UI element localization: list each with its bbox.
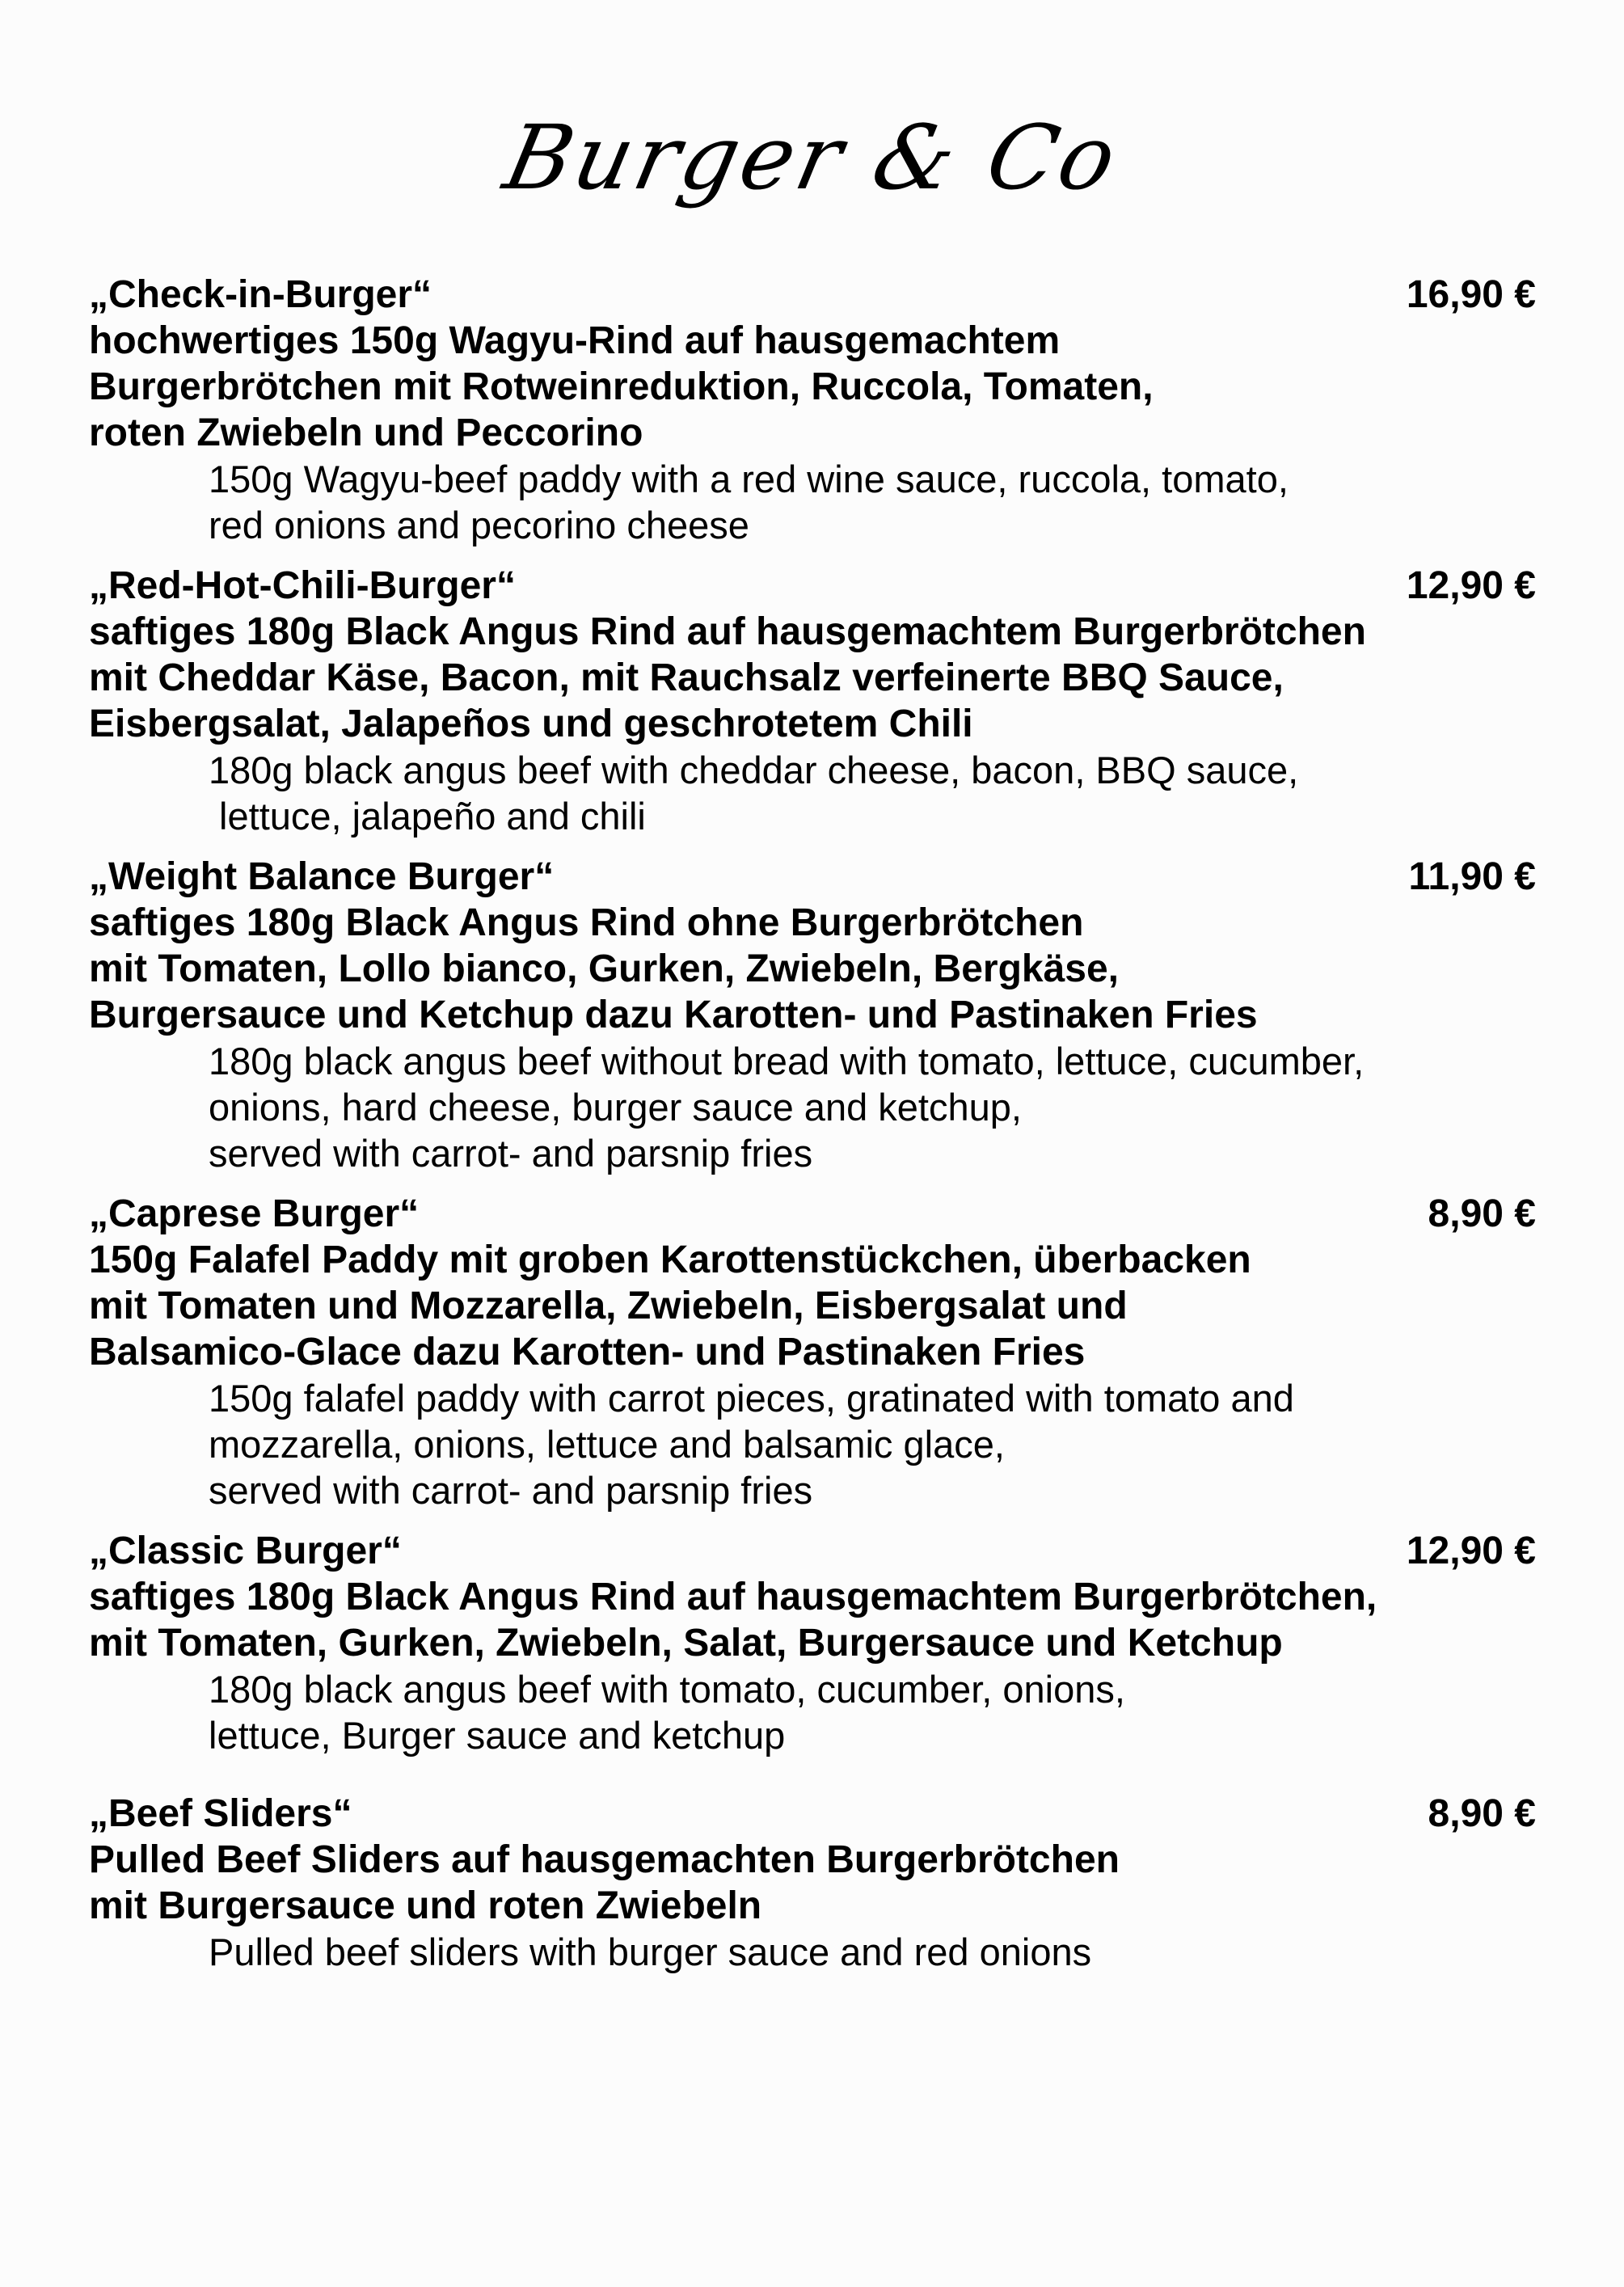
menu-item-check-in-burger: [89, 272, 1536, 548]
menu-item-classic-burger: [89, 1528, 1536, 1758]
description-line: served with carrot- and parsnip fries: [209, 1469, 813, 1512]
description-line: lettuce, Burger sauce and ketchup: [209, 1714, 786, 1757]
item-price: 16,90 €: [1406, 273, 1536, 316]
menu-title: Burger & Co: [496, 106, 1128, 209]
item-name: „Check-in-Burger“: [89, 273, 432, 316]
description-line: Eisbergsalat, Jalapeños und geschrotetem Chili: [89, 703, 973, 745]
item-description-german: [89, 318, 1463, 456]
description-line: hochwertiges 150g Wagyu-Rind auf hausgemachtem: [89, 319, 1061, 362]
item-price: 8,90 €: [1428, 1192, 1536, 1235]
description-line: onions, hard cheese, burger sauce and ketchup,: [209, 1086, 1022, 1129]
item-description-german: [89, 900, 1463, 1038]
item-price: 8,90 €: [1428, 1792, 1536, 1835]
description-line: 180g black angus beef without bread with tomato, lettuce, cucumber,: [209, 1040, 1365, 1082]
item-header: [89, 1791, 1536, 1837]
description-line: mit Tomaten, Gurken, Zwiebeln, Salat, Burgersauce und Ketchup: [89, 1622, 1283, 1665]
item-price: 11,90 €: [1408, 855, 1536, 898]
description-line: served with carrot- and parsnip fries: [209, 1132, 813, 1175]
item-header: [89, 1528, 1536, 1574]
description-line: mozzarella, onions, lettuce and balsamic glace,: [209, 1423, 1005, 1466]
description-line: saftiges 180g Black Angus Rind auf hausgemachtem Burgerbrötchen,: [89, 1576, 1377, 1618]
description-line: Burgersauce und Ketchup dazu Karotten- und Pastinaken Fries: [89, 994, 1258, 1036]
menu-item-beef-sliders: [89, 1791, 1536, 1975]
item-header: [89, 563, 1536, 609]
description-line: Burgerbrötchen mit Rotweinreduktion, Ruccola, Tomaten,: [89, 365, 1154, 408]
description-line: saftiges 180g Black Angus Rind ohne Burgerbrötchen: [89, 901, 1084, 944]
item-description-english: [89, 1038, 1536, 1176]
description-line: mit Tomaten und Mozzarella, Zwiebeln, Eisbergsalat und: [89, 1285, 1128, 1327]
item-price: 12,90 €: [1406, 1530, 1536, 1572]
description-line: 150g Wagyu-beef paddy with a red wine sauce, ruccola, tomato,: [209, 458, 1289, 500]
item-name: „Red-Hot-Chili-Burger“: [89, 564, 516, 607]
item-name: „Beef Sliders“: [89, 1792, 352, 1835]
description-line: Balsamico-Glace dazu Karotten- und Pastinaken Fries: [89, 1331, 1086, 1373]
description-line: red onions and pecorino cheese: [209, 504, 749, 546]
item-description-english: [89, 1666, 1536, 1758]
item-description-english: [89, 456, 1536, 548]
item-description-german: [89, 609, 1463, 747]
description-line: lettuce, jalapeño and chili: [209, 795, 646, 838]
description-line: Pulled Beef Sliders auf hausgemachten Burgerbrötchen: [89, 1838, 1120, 1881]
description-line: mit Burgersauce und roten Zwiebeln: [89, 1884, 762, 1927]
description-line: roten Zwiebeln und Peccorino: [89, 411, 643, 454]
item-name: „Weight Balance Burger“: [89, 855, 555, 898]
item-description-german: [89, 1837, 1463, 1929]
description-line: 150g falafel paddy with carrot pieces, gratinated with tomato and: [209, 1377, 1294, 1420]
description-line: 180g black angus beef with tomato, cucumber, onions,: [209, 1668, 1125, 1711]
item-header: [89, 854, 1536, 900]
item-header: [89, 1191, 1536, 1237]
menu-item-red-hot-chili-burger: [89, 563, 1536, 839]
description-line: saftiges 180g Black Angus Rind auf hausgemachtem Burgerbrötchen: [89, 610, 1366, 653]
item-description-german: [89, 1237, 1463, 1375]
item-description-german: [89, 1574, 1463, 1666]
item-description-english: [89, 747, 1536, 839]
item-name: „Caprese Burger“: [89, 1192, 420, 1235]
description-line: mit Cheddar Käse, Bacon, mit Rauchsalz verfeinerte BBQ Sauce,: [89, 656, 1284, 699]
description-line: mit Tomaten, Lollo bianco, Gurken, Zwiebeln, Bergkäse,: [89, 947, 1120, 990]
menu-list: [89, 272, 1536, 1990]
item-description-english: [89, 1375, 1536, 1513]
menu-item-weight-balance-burger: [89, 854, 1536, 1176]
item-header: [89, 272, 1536, 318]
description-line: 150g Falafel Paddy mit groben Karottenstückchen, überbacken: [89, 1238, 1251, 1281]
description-line: Pulled beef sliders with burger sauce and red onions: [209, 1930, 1092, 1973]
description-line: 180g black angus beef with cheddar cheese, bacon, BBQ sauce,: [209, 749, 1299, 791]
item-description-english: [89, 1929, 1536, 1975]
item-name: „Classic Burger“: [89, 1530, 402, 1572]
menu-item-caprese-burger: [89, 1191, 1536, 1513]
item-price: 12,90 €: [1406, 564, 1536, 607]
